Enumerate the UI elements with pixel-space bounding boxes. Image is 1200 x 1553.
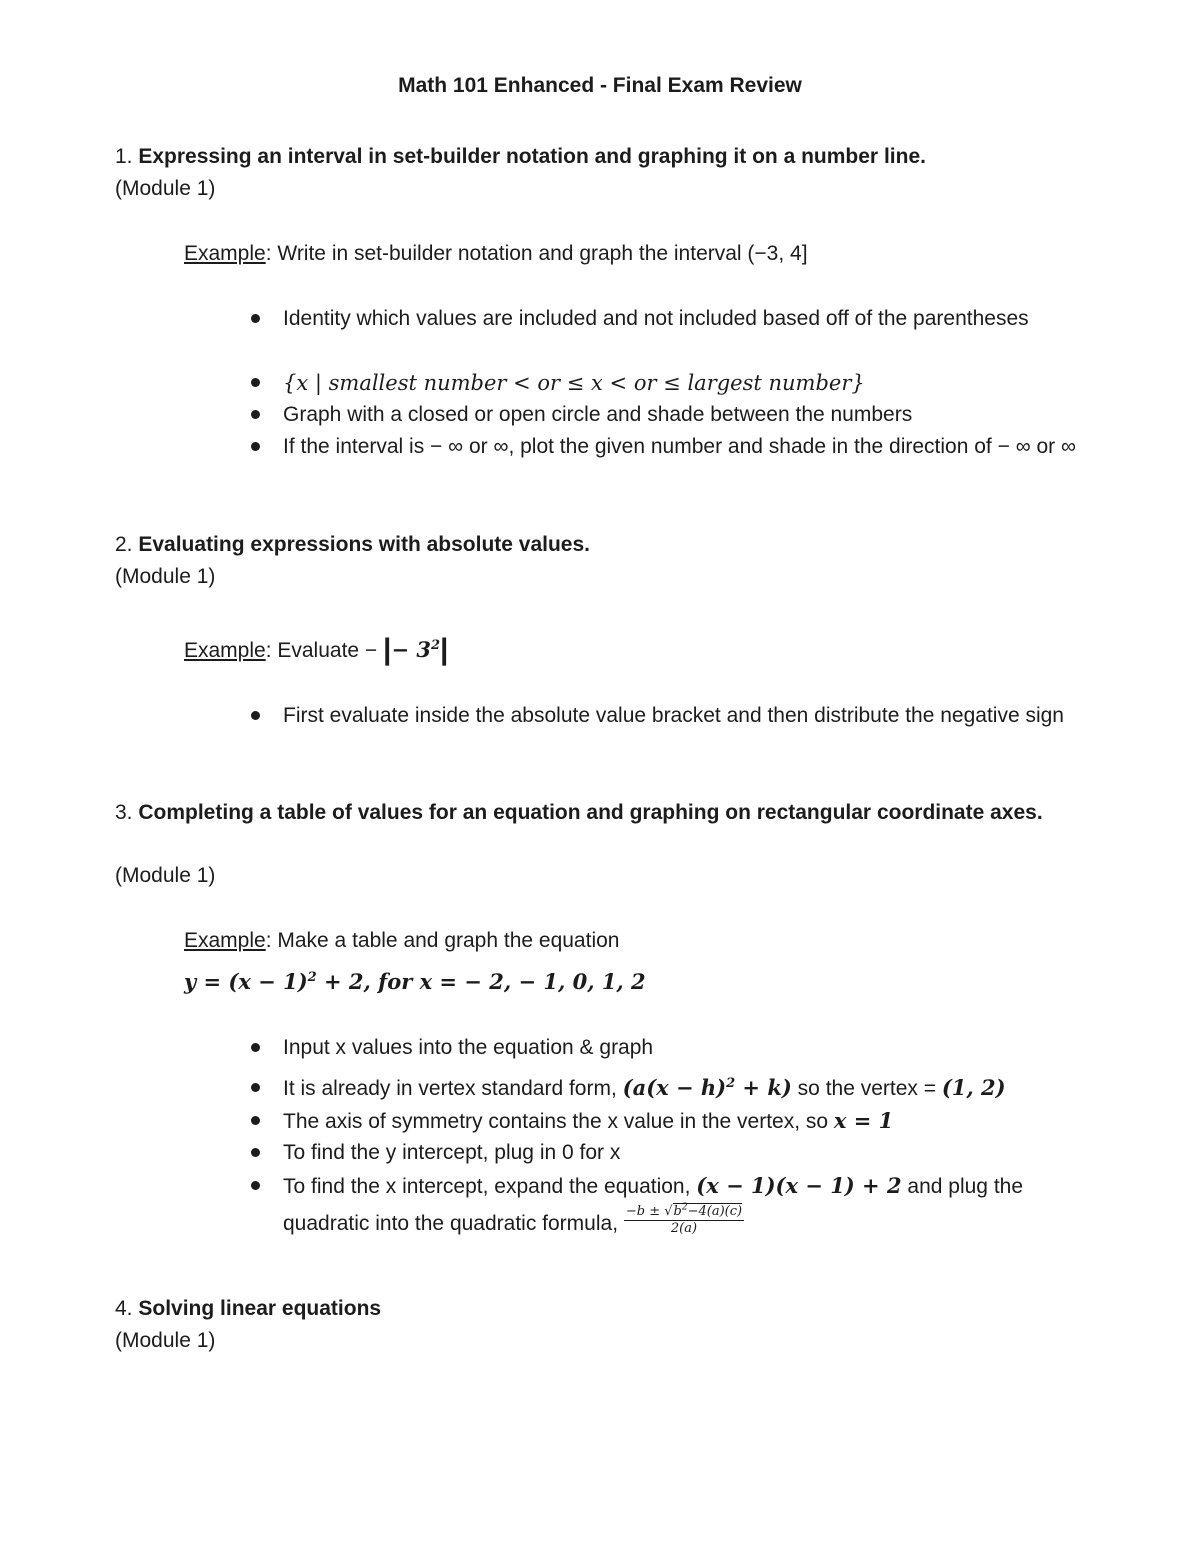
example-text: : Write in set-builder notation and graph the interval (−3, 4] [265, 242, 808, 265]
formula-b: b [673, 1204, 682, 1219]
section-1-module: (Module 1) [115, 177, 216, 200]
expanded-tail: and plug the [901, 1175, 1024, 1198]
expanded-equation: (x − 1)(x − 1) + 2 [696, 1173, 902, 1198]
vertex-form-exponent: 2 [726, 1076, 736, 1091]
section-3-number: 3. [115, 801, 133, 824]
bullet-text: The axis of symmetry contains the x value in the vertex, so [283, 1110, 829, 1133]
set-builder-expression: {x | smallest number < or ≤ x < or ≤ largest number} [283, 371, 865, 395]
section-2-number: 2. [115, 533, 133, 556]
section-3-module: (Module 1) [115, 864, 216, 887]
section-1-bullet-4: If the interval is − ∞ or ∞, plot the given number and shade in the direction of − ∞ or ∞ [283, 431, 1103, 463]
formula-neg-b: −b ± [625, 1204, 665, 1219]
section-1-title: Expressing an interval in set-builder notation and graphing it on a number line. [138, 145, 926, 168]
section-2-example [184, 633, 449, 666]
vertex-text: so the vertex = [791, 1077, 942, 1100]
section-1-heading [115, 141, 1115, 173]
formula-numerator [624, 1204, 744, 1221]
equation-rest: + 2, for x = − 2, − 1, 0, 1, 2 [316, 969, 646, 994]
section-3-bullet-1: Input x values into the equation & graph [283, 1032, 1103, 1064]
section-1-bullet-1: Identity which values are included and not included based off of the parentheses [283, 303, 1103, 335]
section-1-example [184, 240, 808, 268]
section-4-title: Solving linear equations [138, 1297, 382, 1320]
section-3-bullet-2 [283, 1072, 1103, 1105]
vertex-form: (a(x − h) [622, 1075, 727, 1100]
bullet-text: quadratic into the quadratic formula, [283, 1212, 619, 1236]
section-4-heading [115, 1293, 1115, 1325]
equation-main: y = (x − 1) [184, 969, 308, 994]
vertex-form-rest: + k) [735, 1075, 792, 1100]
section-4-module: (Module 1) [115, 1329, 216, 1352]
section-3-bullet-5 [283, 1170, 1103, 1203]
example-label: Example [184, 929, 266, 952]
section-1-number: 1. [115, 145, 133, 168]
quadratic-formula [624, 1204, 744, 1237]
axis-equation: x = 1 [833, 1108, 894, 1133]
section-2-heading [115, 529, 1115, 561]
abs-bar-right: | [440, 633, 449, 666]
section-4-number: 4. [115, 1297, 133, 1320]
abs-inner: − 3 [391, 637, 431, 662]
section-3-example [184, 927, 619, 955]
sqrt-sign: √ [664, 1204, 673, 1219]
section-2-bullet-1: First evaluate inside the absolute value bracket and then distribute the negative sign [283, 700, 1103, 732]
section-3-heading [115, 797, 1115, 829]
section-3-bullet-5-cont [283, 1202, 744, 1241]
bullet-text: It is already in vertex standard form, [283, 1077, 617, 1100]
abs-exponent: 2 [430, 638, 441, 653]
section-3-equation [184, 968, 646, 997]
section-2-module: (Module 1) [115, 565, 216, 588]
section-1-bullet-3: Graph with a closed or open circle and shade between the numbers [283, 399, 1103, 431]
equation-exponent: 2 [307, 970, 317, 985]
section-2-title: Evaluating expressions with absolute values. [138, 533, 591, 556]
section-3-bullet-3 [283, 1105, 1103, 1138]
abs-bar-left: | [383, 633, 392, 666]
example-label: Example [184, 639, 266, 662]
section-1-bullet-2 [283, 367, 1103, 400]
formula-4ac: −4(a)(c) [687, 1204, 743, 1219]
formula-b-exponent: 2 [681, 1202, 688, 1213]
page-title: Math 101 Enhanced - Final Exam Review [398, 74, 802, 97]
example-label: Example [184, 242, 266, 265]
section-3-title: Completing a table of values for an equation and graphing on rectangular coordinate axes. [138, 801, 1043, 824]
example-text: : Make a table and graph the equation [265, 929, 620, 952]
vertex-value: (1, 2) [941, 1075, 1006, 1100]
example-text: : Evaluate − [265, 639, 378, 662]
section-3-bullet-4: To find the y intercept, plug in 0 for x [283, 1137, 1103, 1169]
bullet-text: To find the x intercept, expand the equation, [283, 1175, 691, 1198]
formula-denominator: 2(a) [670, 1221, 698, 1236]
formula-sqrt-body [673, 1203, 743, 1219]
